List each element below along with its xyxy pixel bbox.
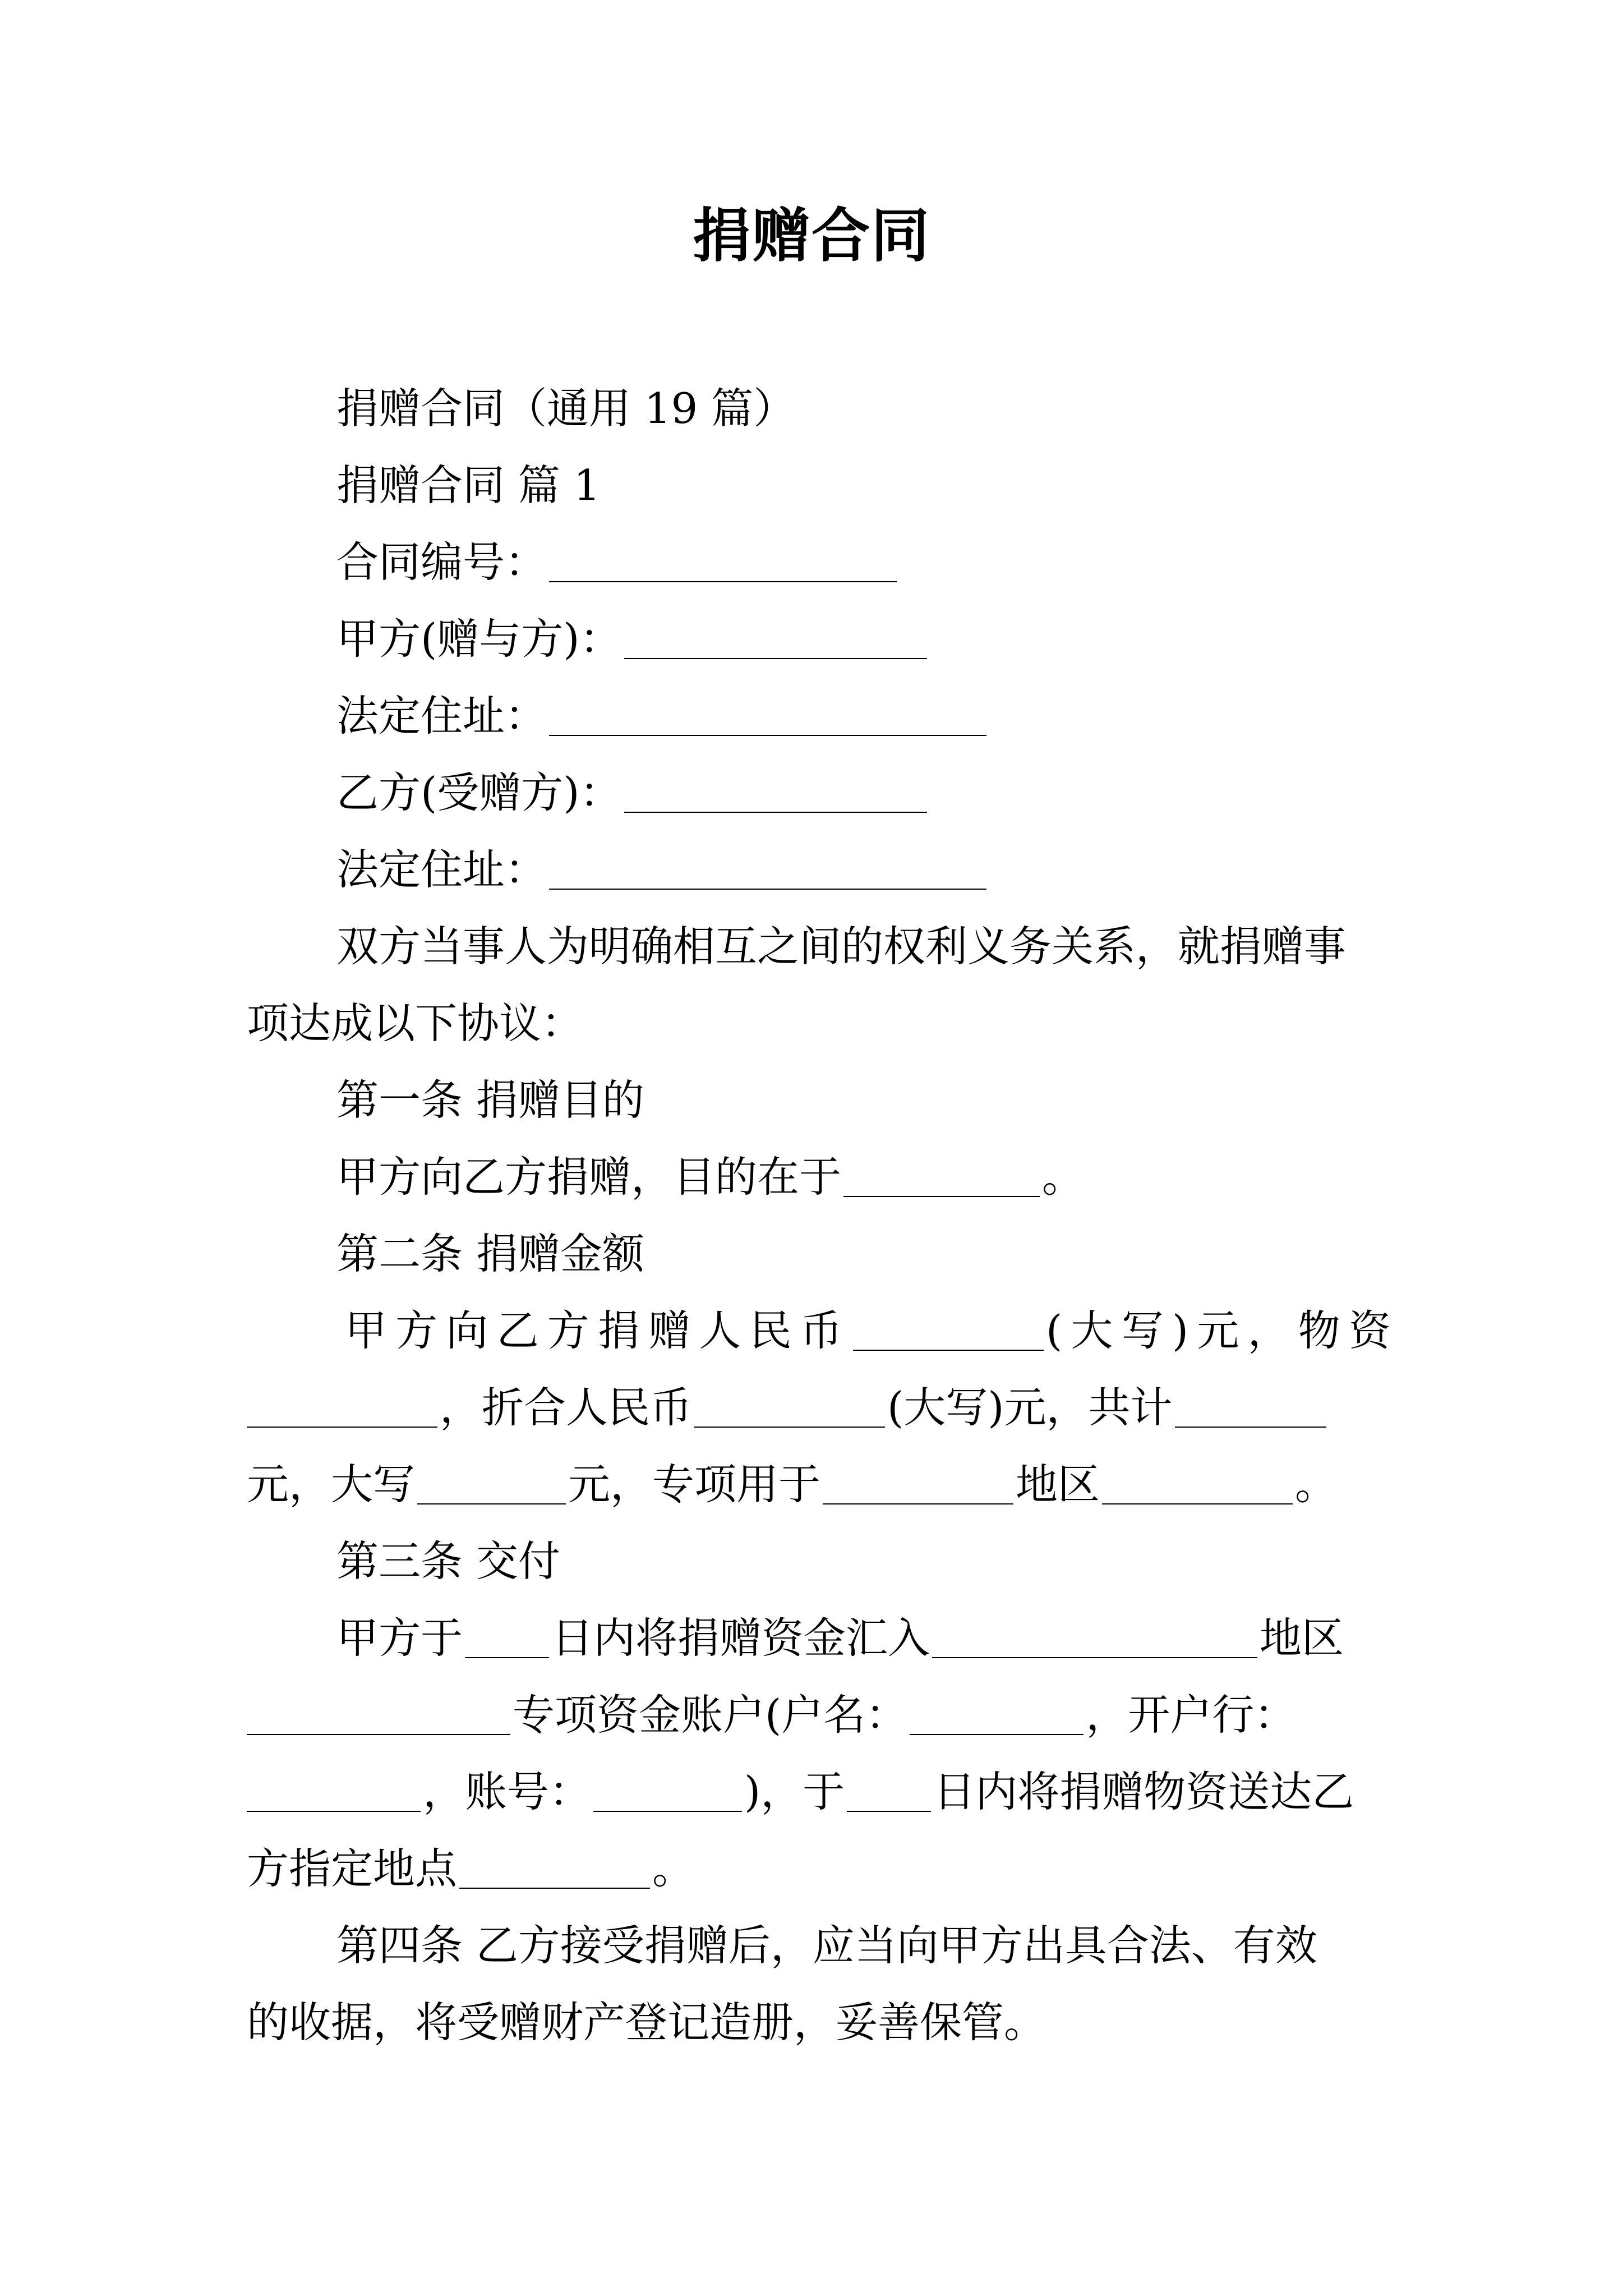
article-3-text-b: 日内将捐赠资金汇入 xyxy=(551,1613,930,1663)
document-body xyxy=(247,370,1391,2061)
intro-line-2: 项达成以下协议： xyxy=(247,999,584,1048)
article-4-line-1: 第四条 乙方接受捐赠后，应当向甲方出具合法、有效 xyxy=(336,1921,1317,1970)
party-b-label: 乙方(受赠方)： xyxy=(336,768,622,817)
article-3-text-f: ，账号： xyxy=(423,1767,592,1816)
contract-number-line xyxy=(247,524,1391,601)
article-1-text-b: 。 xyxy=(1042,1152,1085,1202)
address-a-line xyxy=(247,678,1391,754)
article-3-text-h: 日内将捐赠物资送达乙 xyxy=(933,1767,1354,1816)
article-2-text-g: 地区 xyxy=(1016,1460,1100,1509)
goods-blank xyxy=(247,1387,437,1428)
region-blank xyxy=(823,1464,1013,1504)
contract-number-label: 合同编号： xyxy=(336,537,547,587)
contract-number-blank xyxy=(549,542,897,582)
article-3-line-3 xyxy=(247,1754,1391,1830)
account-number-blank xyxy=(593,1772,742,1812)
converted-rmb-blank xyxy=(694,1387,885,1428)
article-2-text-b: (大写)元，物资 xyxy=(1046,1306,1391,1355)
section-heading: 捐赠合同 篇 1 xyxy=(336,461,601,510)
party-b-line xyxy=(247,754,1391,831)
article-2-line-3 xyxy=(247,1446,1391,1523)
article-3-text-i: 方指定地点 xyxy=(247,1844,458,1893)
total-uppercase-blank xyxy=(417,1464,566,1504)
location-blank xyxy=(459,1848,650,1889)
article-3-text-j: 。 xyxy=(652,1844,695,1893)
article-3-title: 第三条 交付 xyxy=(336,1536,560,1586)
article-2-line-2 xyxy=(247,1369,1391,1446)
party-a-line xyxy=(247,601,1391,678)
article-3-text-e: ，开户行： xyxy=(1086,1690,1297,1740)
article-4-line-2: 的收据，将受赠财产登记造册，妥善保管。 xyxy=(247,1998,1046,2047)
article-2-title: 第二条 捐赠金额 xyxy=(336,1229,644,1278)
region-purpose-blank xyxy=(1102,1464,1293,1504)
article-1-title: 第一条 捐赠目的 xyxy=(336,1075,644,1125)
article-3-text-d: 专项资金账户(户名： xyxy=(513,1690,908,1740)
article-3-text-c: 地区 xyxy=(1260,1613,1344,1663)
party-a-blank xyxy=(624,619,927,659)
article-3-line-4 xyxy=(247,1830,1391,1907)
address-a-label: 法定住址： xyxy=(336,691,547,740)
remit-region-blank xyxy=(932,1618,1257,1658)
days-blank-2 xyxy=(847,1772,931,1812)
rmb-amount-blank xyxy=(853,1310,1044,1351)
article-2-line-1 xyxy=(247,1292,1391,1369)
intro-line-1: 双方当事人为明确相互之间的权利义务关系，就捐赠事 xyxy=(336,922,1347,971)
article-2-text-e: 元，大写 xyxy=(247,1460,416,1509)
article-2-text-d: (大写)元，共计 xyxy=(887,1383,1173,1432)
article-1-text xyxy=(247,1139,1391,1216)
article-2-text-c: ，折合人民币 xyxy=(440,1383,693,1432)
document-title: 捐赠合同 xyxy=(692,201,930,270)
article-2-text-h: 。 xyxy=(1295,1460,1338,1509)
party-a-label: 甲方(赠与方)： xyxy=(336,614,622,664)
article-3-line-2 xyxy=(247,1677,1391,1754)
purpose-blank xyxy=(843,1157,1040,1197)
article-1-text-a: 甲方向乙方捐赠，目的在于 xyxy=(336,1152,842,1202)
total-blank xyxy=(1175,1387,1326,1428)
fund-blank xyxy=(247,1695,510,1735)
account-name-blank xyxy=(910,1695,1083,1735)
address-a-blank xyxy=(549,696,986,736)
address-b-label: 法定住址： xyxy=(336,845,547,894)
bank-blank xyxy=(247,1772,421,1812)
party-b-blank xyxy=(624,772,927,813)
article-3-line-1 xyxy=(247,1600,1391,1677)
days-blank-1 xyxy=(465,1618,549,1658)
article-3-text-g: )，于 xyxy=(744,1767,845,1816)
article-2-text-f: 元，专项用于 xyxy=(568,1460,821,1509)
address-b-blank xyxy=(549,849,986,890)
article-2-text-a: 甲方向乙方捐赠人民币 xyxy=(345,1306,851,1355)
subtitle-line: 捐赠合同（通用 19 篇） xyxy=(336,384,796,433)
article-3-text-a: 甲方于 xyxy=(336,1613,463,1663)
address-b-line xyxy=(247,831,1391,908)
